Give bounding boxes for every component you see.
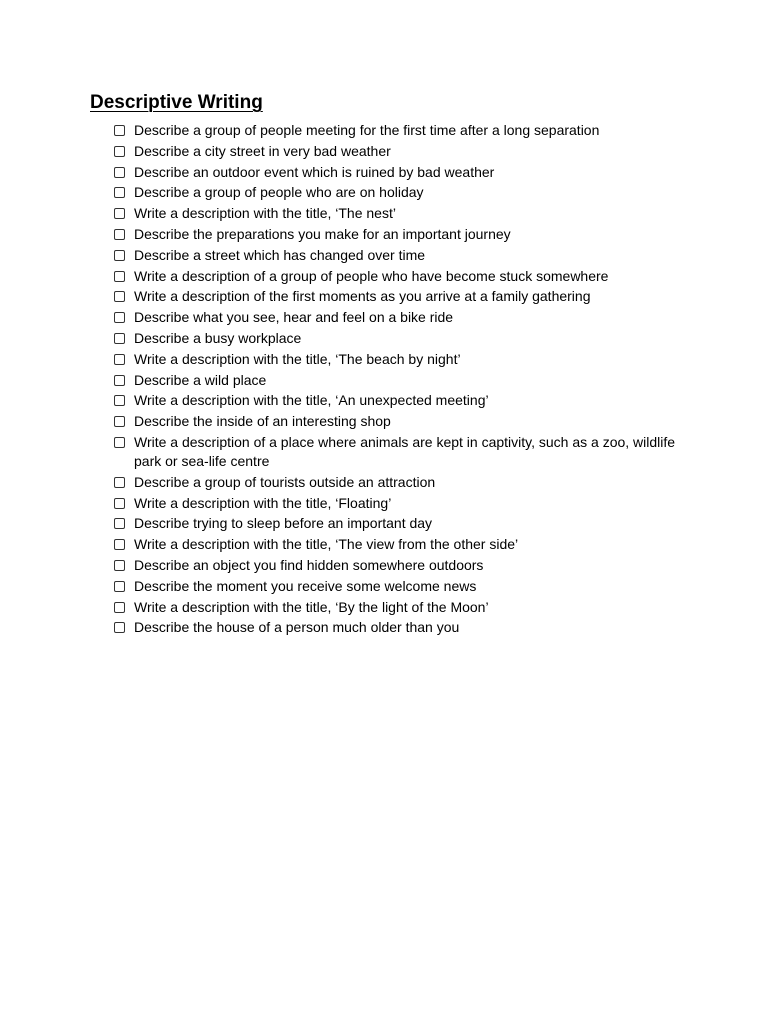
checkbox[interactable] xyxy=(114,375,125,386)
checklist-item-text: Describe the house of a person much older than you xyxy=(134,619,460,636)
checkbox[interactable] xyxy=(114,125,125,136)
checklist-item xyxy=(114,246,694,265)
checklist-item xyxy=(114,287,694,306)
checklist xyxy=(114,121,694,639)
checklist-item-text: Write a description of the first moments as you arrive at a family gathering xyxy=(134,288,591,305)
checklist-item-text: Describe a group of tourists outside an attraction xyxy=(134,473,436,490)
checkbox[interactable] xyxy=(114,437,125,448)
checklist-item xyxy=(114,204,694,223)
checklist-item xyxy=(114,535,694,554)
checklist-item-text: Write a description with the title, ‘By the light of the Moon’ xyxy=(134,598,489,615)
checkbox[interactable] xyxy=(114,146,125,157)
checklist-item xyxy=(114,433,694,471)
checklist-item xyxy=(114,350,694,369)
checklist-item xyxy=(114,225,694,244)
checkbox[interactable] xyxy=(114,208,125,219)
checkbox[interactable] xyxy=(114,229,125,240)
checklist-item-text: Describe what you see, hear and feel on a bike ride xyxy=(134,309,454,326)
checkbox[interactable] xyxy=(114,250,125,261)
checkbox[interactable] xyxy=(114,539,125,550)
checklist-item-text: Write a description with the title, ‘The nest’ xyxy=(134,205,396,222)
checkbox[interactable] xyxy=(114,477,125,488)
checklist-item-text: Describe a busy workplace xyxy=(134,329,302,346)
checklist-item-text: Write a description of a place where animals are kept in captivity, such as a zoo, wildlife park or sea-life centre xyxy=(134,433,676,469)
checkbox[interactable] xyxy=(114,333,125,344)
checkbox[interactable] xyxy=(114,560,125,571)
checklist-item-text: Write a description with the title, ‘The view from the other side’ xyxy=(134,536,519,553)
page-title: Descriptive Writing xyxy=(90,92,263,113)
checkbox[interactable] xyxy=(114,416,125,427)
checkbox[interactable] xyxy=(114,167,125,178)
checkbox[interactable] xyxy=(114,622,125,633)
checklist-item-text: Write a description with the title, ‘Floating’ xyxy=(134,494,392,511)
checklist-item xyxy=(114,308,694,327)
checklist-item-text: Describe a group of people meeting for the first time after a long separation xyxy=(134,122,600,138)
checklist-item-text: Describe an object you find hidden somewhere outdoors xyxy=(134,556,484,573)
checklist-item-text: Describe trying to sleep before an important day xyxy=(134,515,433,532)
checklist-item xyxy=(114,163,694,182)
checkbox[interactable] xyxy=(114,498,125,509)
checklist-item xyxy=(114,329,694,348)
checklist-item-text: Describe a group of people who are on holiday xyxy=(134,184,424,201)
checklist-item xyxy=(114,391,694,410)
checklist-item xyxy=(114,618,694,637)
checkbox[interactable] xyxy=(114,602,125,613)
checklist-item-text: Write a description of a group of people who have become stuck somewhere xyxy=(134,267,609,284)
checkbox[interactable] xyxy=(114,395,125,406)
checkbox[interactable] xyxy=(114,312,125,323)
checklist-item-text: Describe a city street in very bad weather xyxy=(134,142,391,159)
checklist-item-text: Describe a wild place xyxy=(134,371,267,388)
checklist-item xyxy=(114,514,694,533)
checklist-item-text: Write a description with the title, ‘An unexpected meeting’ xyxy=(134,392,489,409)
checkbox[interactable] xyxy=(114,354,125,365)
checkbox[interactable] xyxy=(114,271,125,282)
checklist-item xyxy=(114,598,694,617)
checklist-item-text: Describe the moment you receive some welcome news xyxy=(134,577,477,594)
checklist-item-text: Describe a street which has changed over time xyxy=(134,246,426,263)
checklist-item xyxy=(114,121,694,140)
checklist-item xyxy=(114,577,694,596)
checklist-item xyxy=(114,183,694,202)
checklist-item xyxy=(114,494,694,513)
checkbox[interactable] xyxy=(114,581,125,592)
checklist-item xyxy=(114,412,694,431)
checklist-item xyxy=(114,142,694,161)
checklist-item xyxy=(114,267,694,286)
checklist-item xyxy=(114,473,694,492)
checkbox[interactable] xyxy=(114,518,125,529)
checklist-item-text: Describe an outdoor event which is ruined by bad weather xyxy=(134,163,495,180)
checklist-item xyxy=(114,371,694,390)
checkbox[interactable] xyxy=(114,187,125,198)
checklist-item-text: Describe the inside of an interesting shop xyxy=(134,413,391,430)
checkbox[interactable] xyxy=(114,291,125,302)
checklist-item-text: Write a description with the title, ‘The beach by night’ xyxy=(134,350,461,367)
checklist-item xyxy=(114,556,694,575)
checklist-item-text: Describe the preparations you make for an important journey xyxy=(134,225,511,242)
